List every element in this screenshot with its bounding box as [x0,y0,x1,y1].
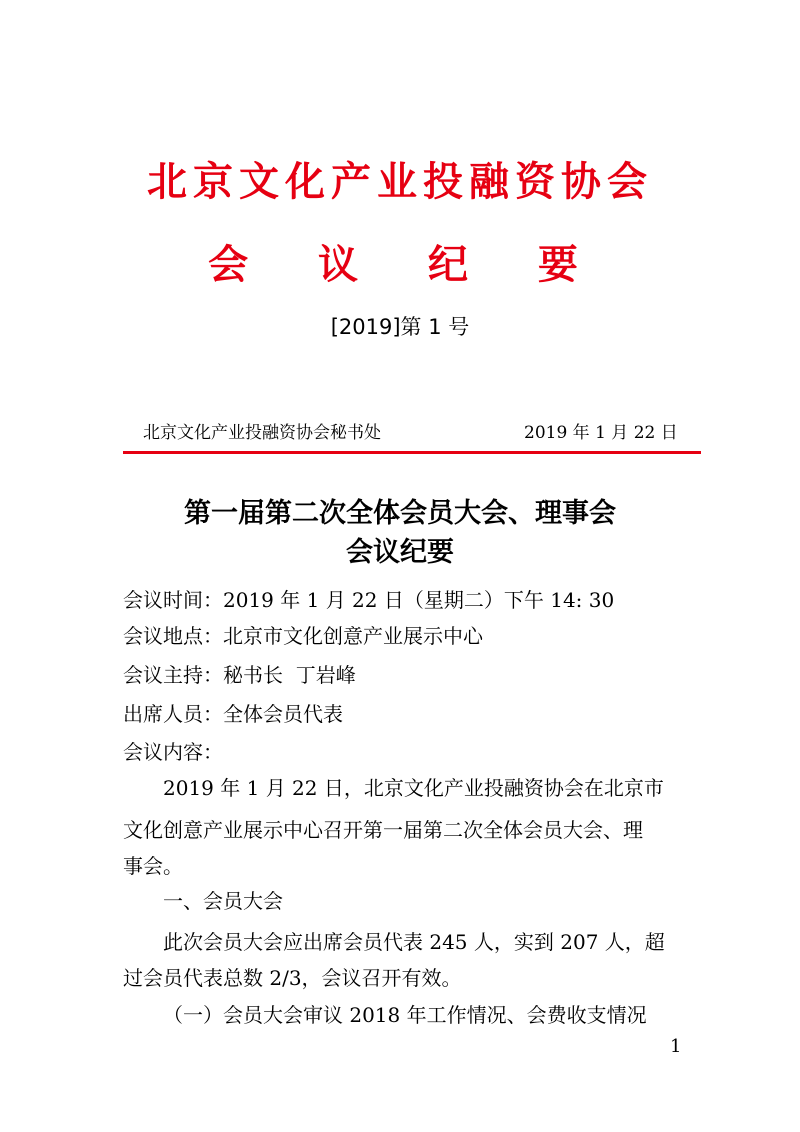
issuer: 北京文化产业投融资协会秘书处 [143,423,381,443]
document-type-title: 会 议 纪 要 [208,242,606,288]
meeting-place-label: 会议地点： [123,624,223,648]
meeting-content-label [123,737,223,767]
content-label: 会议内容： [123,740,223,764]
red-divider-rule [123,451,701,454]
meeting-host [123,660,356,690]
paragraph-1-line-1: 2019 年 1 月 22 日，北京文化产业投融资协会在北京市 [163,776,664,800]
meeting-time-label: 会议时间： [123,588,223,612]
meeting-place [123,621,483,651]
meeting-time [123,585,614,615]
page-number: 1 [670,1036,682,1057]
organization-title: 北京文化产业投融资协会 [147,159,653,205]
meeting-title-line2: 会议纪要 [346,537,454,568]
paragraph-1-line-2: 文化创意产业展示中心召开第一届第二次全体会员大会、理 [123,818,643,842]
paragraph-1-line-3: 事会。 [123,854,183,878]
meeting-time-value: 2019 年 1 月 22 日（星期二）下午 14: 30 [223,588,615,612]
paragraph-2-line-2: 过会员代表总数 2/3，会议召开有效。 [123,966,462,990]
section-heading-1: 一、会员大会 [163,889,283,913]
paragraph-2-line-1: 此次会员大会应出席会员代表 245 人，实到 207 人，超 [163,930,665,954]
document-number: [2019]第 1 号 [330,315,470,339]
issue-date: 2019 年 1 月 22 日 [524,423,678,443]
meeting-title-line1: 第一届第二次全体会员大会、理事会 [184,498,616,529]
meeting-attendees [123,699,343,729]
meeting-host-value: 秘书长 丁岩峰 [223,663,356,687]
subsection-1: （一）会员大会审议 2018 年工作情况、会费收支情况 [163,1003,647,1027]
meeting-host-label: 会议主持： [123,663,223,687]
meeting-place-value: 北京市文化创意产业展示中心 [223,624,483,648]
meeting-attendees-label: 出席人员： [123,702,223,726]
meeting-attendees-value: 全体会员代表 [223,702,343,726]
